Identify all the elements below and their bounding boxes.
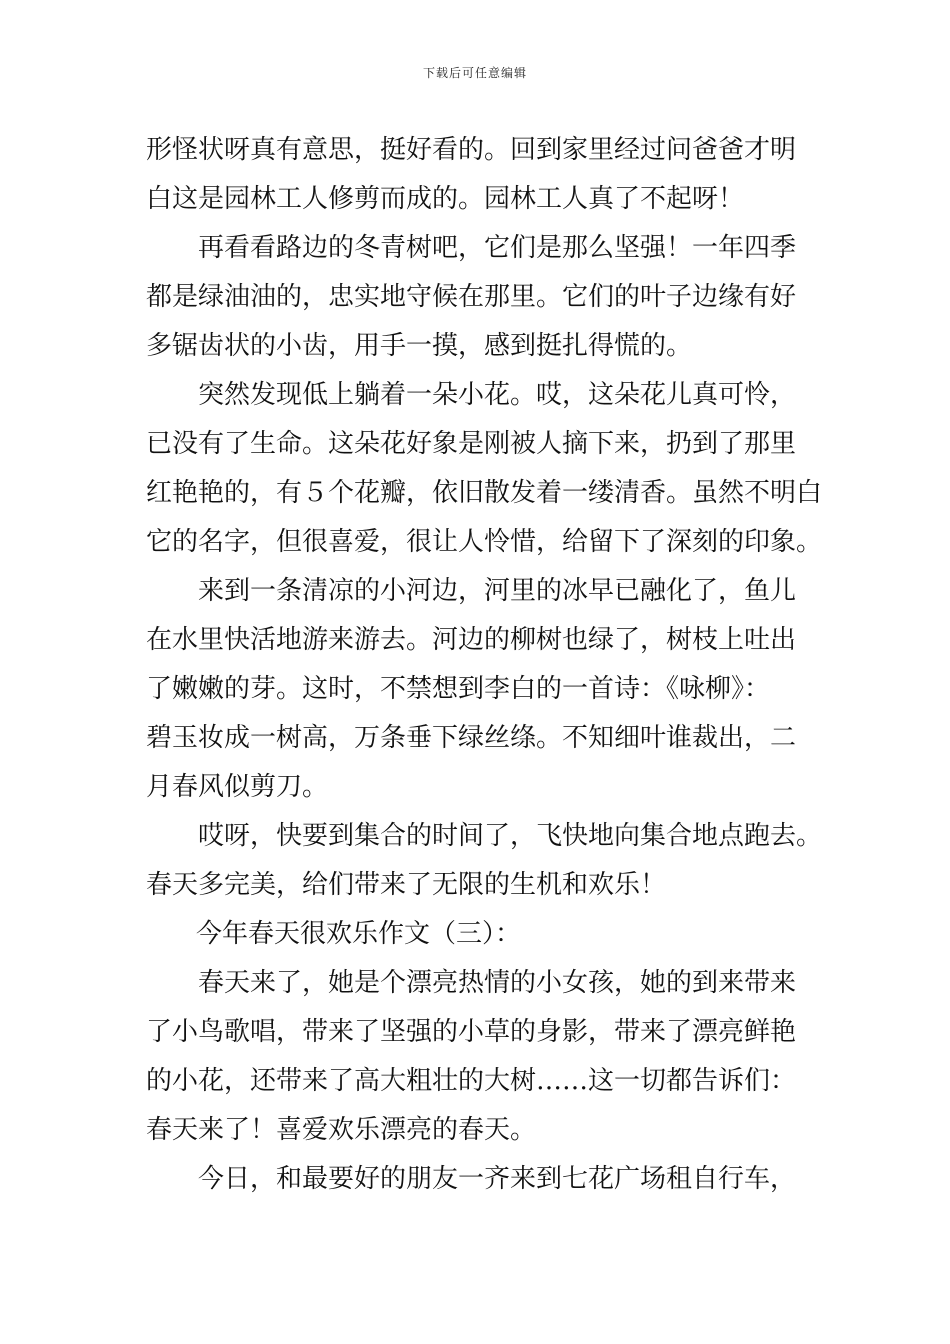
text-line: 白这是园林工人修剪而成的。园林工人真了不起呀！ bbox=[146, 184, 745, 214]
section-heading: 今年春天很欢乐作文（三）： bbox=[196, 919, 522, 949]
text-line: 在水里快活地游来游去。河边的柳树也绿了，树枝上吐出 bbox=[146, 625, 797, 655]
text-line: 了小鸟歌唱，带来了坚强的小草的身影，带来了漂亮鲜艳 bbox=[146, 1017, 797, 1047]
text-line: 春天多完美，给们带来了无限的生机和欢乐！ bbox=[146, 870, 667, 900]
text-line: 的小花，还带来了高大粗壮的大树……这一切都告诉们： bbox=[146, 1066, 797, 1096]
text-line: 多锯齿状的小齿，用手一摸，感到挺扎得慌的。 bbox=[146, 331, 693, 361]
text-line: 已没有了生命。这朵花好象是刚被人摘下来，扔到了那里 bbox=[146, 429, 797, 459]
page-header: 下载后可任意编辑 bbox=[422, 66, 527, 80]
text-line: 红艳艳的，有５个花瓣，依旧散发着一缕清香。虽然不明白 bbox=[146, 478, 823, 508]
paragraph-start-line: 来到一条清凉的小河边，河里的冰早已融化了，鱼儿 bbox=[198, 576, 797, 606]
text-line: 碧玉妆成一树高，万条垂下绿丝绦。不知细叶谁裁出，二 bbox=[146, 723, 797, 753]
paragraph-start-line: 再看看路边的冬青树吧，它们是那么坚强！一年四季 bbox=[198, 233, 797, 263]
text-line: 春天来了！喜爱欢乐漂亮的春天。 bbox=[146, 1115, 537, 1145]
text-line: 了嫩嫩的芽。这时，不禁想到李白的一首诗：《咏柳》： bbox=[146, 674, 771, 704]
paragraph-start-line: 哎呀，快要到集合的时间了，飞快地向集合地点跑去。 bbox=[198, 821, 823, 851]
text-line: 月春风似剪刀。 bbox=[146, 772, 329, 802]
document-body bbox=[146, 126, 826, 1204]
text-line: 形怪状呀真有意思，挺好看的。回到家里经过问爸爸才明 bbox=[146, 135, 797, 165]
paragraph-start-line: 突然发现低上躺着一朵小花。哎，这朵花儿真可怜， bbox=[198, 380, 797, 410]
text-line: 都是绿油油的，忠实地守候在那里。它们的叶子边缘有好 bbox=[146, 282, 797, 312]
paragraph-start-line: 春天来了，她是个漂亮热情的小女孩，她的到来带来 bbox=[198, 968, 797, 998]
paragraph-start-line: 今日，和最要好的朋友一齐来到七花广场租自行车， bbox=[198, 1164, 797, 1194]
text-line: 它的名字，但很喜爱，很让人怜惜，给留下了深刻的印象。 bbox=[146, 527, 823, 557]
